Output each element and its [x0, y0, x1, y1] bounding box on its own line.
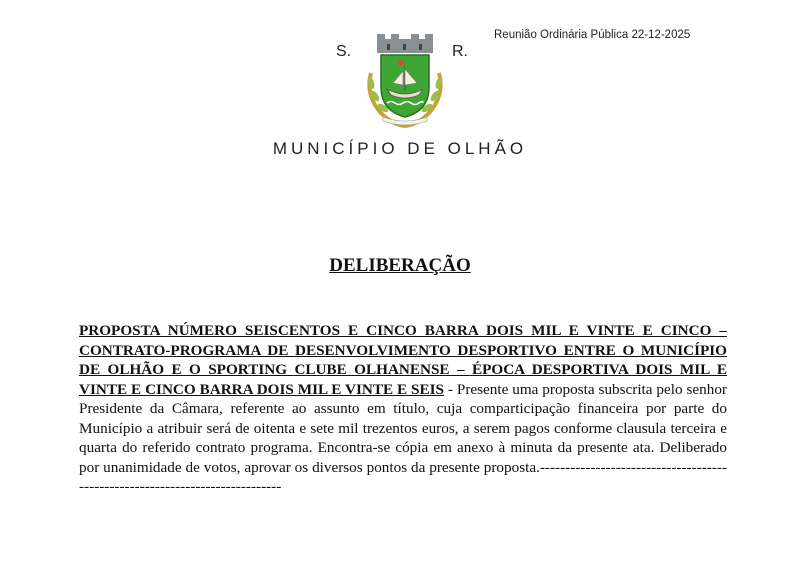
proposal-body: - Presente uma proposta subscrita pelo senhor Presidente da Câmara, referente ao assunto em título, cuja comparticipação financeira por parte do Município a atribuir será de oitenta e sete mil trezentos euros, a serem pagos conforme clausula terceira e quarta do referido contrato programa. Encontra-se cópia em anexo à minuta da presente ata. Deliberado por unanimidade de votos, aprovar os diversos pontos da presente proposta.----------------------------------------------------------------------------- — [79, 380, 727, 495]
deliberation-heading: DELIBERAÇÃO — [329, 255, 471, 276]
municipality-name: MUNICÍPIO DE OLHÃO — [272, 139, 528, 158]
municipal-crest-logo — [357, 33, 453, 129]
proposal-paragraph — [79, 321, 727, 497]
sr-left-text: S. — [336, 43, 352, 60]
sr-right-text: R. — [452, 43, 468, 60]
proposal-title: PROPOSTA NÚMERO SEISCENTOS E CINCO BARRA DOIS MIL E VINTE E CINCO – CONTRATO-PROGRAMA DE DESENVOLVIMENTO DESPORTIVO ENTRE O MUNICÍPIO DE OLHÃO E O SPORTING CLUBE OLHANENSE – ÉPOCA DESPORTIVA DOIS MIL E VINTE E CINCO BARRA DOIS MIL E VINTE E SEIS — [79, 322, 727, 398]
meeting-note: Reunião Ordinária Pública 22-12-2025 — [494, 29, 691, 41]
